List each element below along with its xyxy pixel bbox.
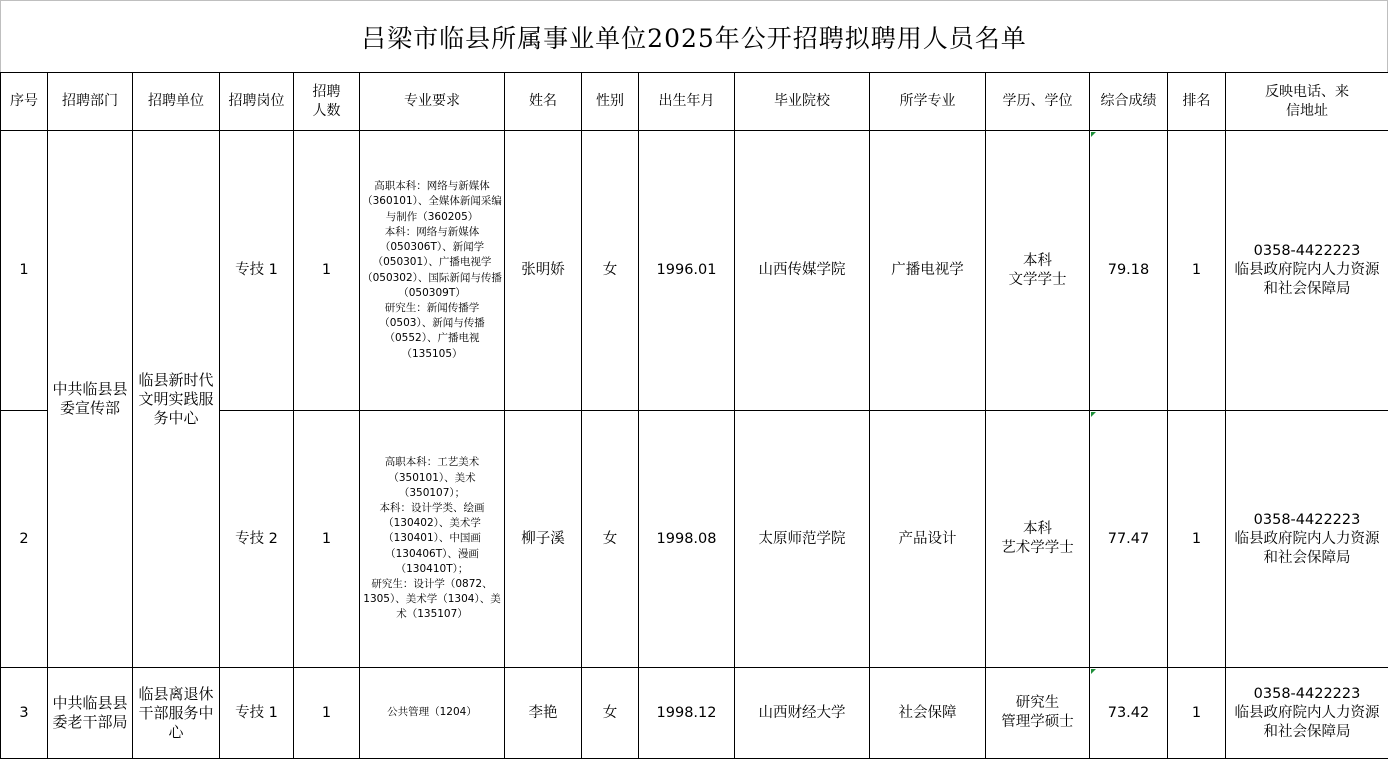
- header-gender[interactable]: 性别: [582, 73, 639, 131]
- cell-seq[interactable]: 1: [1, 131, 48, 411]
- header-school[interactable]: 毕业院校: [735, 73, 870, 131]
- header-count[interactable]: 招聘人数: [294, 73, 360, 131]
- cell-dept[interactable]: 中共临县县委宣传部: [48, 131, 133, 668]
- cell-requirement[interactable]: 高职本科：网络与新媒体（360101）、全媒体新闻采编与制作（360205） 本科：网络与新媒体（050306T）、新闻学（050301）、广播电视学（050302）、国际新闻与传播（050309T） 研究生：新闻传播学（0503）、新闻与传播（0552）、广播电视（135105）: [360, 131, 505, 411]
- cell-major[interactable]: 社会保障: [870, 668, 986, 759]
- cell-name[interactable]: 张明娇: [505, 131, 582, 411]
- cell-name[interactable]: 李艳: [505, 668, 582, 759]
- cell-school[interactable]: 山西传媒学院: [735, 131, 870, 411]
- table-row: [1, 668, 1388, 759]
- cell-score[interactable]: 77.47: [1090, 411, 1168, 668]
- cell-post[interactable]: 专技 2: [220, 411, 294, 668]
- cell-dept[interactable]: 中共临县县委老干部局: [48, 668, 133, 759]
- cell-contact[interactable]: 0358-4422223 临县政府院内人力资源和社会保障局: [1226, 411, 1388, 668]
- cell-rank[interactable]: 1: [1168, 411, 1226, 668]
- cell-degree[interactable]: 研究生 管理学硕士: [986, 668, 1090, 759]
- cell-name[interactable]: 柳子溪: [505, 411, 582, 668]
- cell-count[interactable]: 1: [294, 668, 360, 759]
- header-dept[interactable]: 招聘部门: [48, 73, 133, 131]
- cell-gender[interactable]: 女: [582, 411, 639, 668]
- cell-contact[interactable]: 0358-4422223 临县政府院内人力资源和社会保障局: [1226, 668, 1388, 759]
- cell-requirement[interactable]: 公共管理（1204）: [360, 668, 505, 759]
- header-degree[interactable]: 学历、学位: [986, 73, 1090, 131]
- cell-unit[interactable]: 临县新时代文明实践服务中心: [133, 131, 220, 668]
- header-score[interactable]: 综合成绩: [1090, 73, 1168, 131]
- header-unit[interactable]: 招聘单位: [133, 73, 220, 131]
- cell-seq[interactable]: 3: [1, 668, 48, 759]
- table-row: [1, 131, 1388, 411]
- cell-major[interactable]: 产品设计: [870, 411, 986, 668]
- cell-unit[interactable]: 临县离退休干部服务中心: [133, 668, 220, 759]
- cell-gender[interactable]: 女: [582, 668, 639, 759]
- cell-degree[interactable]: 本科 艺术学学士: [986, 411, 1090, 668]
- hiring-roster-table: [0, 72, 1388, 759]
- header-post[interactable]: 招聘岗位: [220, 73, 294, 131]
- cell-post[interactable]: 专技 1: [220, 668, 294, 759]
- cell-contact[interactable]: 0358-4422223 临县政府院内人力资源和社会保障局: [1226, 131, 1388, 411]
- cell-birth[interactable]: 1998.08: [639, 411, 735, 668]
- cell-score[interactable]: 79.18: [1090, 131, 1168, 411]
- cell-count[interactable]: 1: [294, 411, 360, 668]
- header-contact[interactable]: 反映电话、来信地址: [1226, 73, 1388, 131]
- cell-score[interactable]: 73.42: [1090, 668, 1168, 759]
- header-row: [1, 73, 1388, 131]
- cell-count[interactable]: 1: [294, 131, 360, 411]
- header-name[interactable]: 姓名: [505, 73, 582, 131]
- cell-major[interactable]: 广播电视学: [870, 131, 986, 411]
- header-birth[interactable]: 出生年月: [639, 73, 735, 131]
- document-title: 吕梁市临县所属事业单位2025年公开招聘拟聘用人员名单: [0, 0, 1388, 73]
- header-requirement[interactable]: 专业要求: [360, 73, 505, 131]
- cell-requirement[interactable]: 高职本科：工艺美术（350101）、美术（350107）； 本科：设计学类、绘画（130402）、美术学（130401）、中国画（130406T）、漫画（130410T）； 研究生：设计学（0872、1305）、美术学（1304）、美术（135107）: [360, 411, 505, 668]
- cell-birth[interactable]: 1998.12: [639, 668, 735, 759]
- cell-gender[interactable]: 女: [582, 131, 639, 411]
- header-rank[interactable]: 排名: [1168, 73, 1226, 131]
- cell-school[interactable]: 山西财经大学: [735, 668, 870, 759]
- cell-post[interactable]: 专技 1: [220, 131, 294, 411]
- cell-degree[interactable]: 本科 文学学士: [986, 131, 1090, 411]
- cell-birth[interactable]: 1996.01: [639, 131, 735, 411]
- header-seq[interactable]: 序号: [1, 73, 48, 131]
- cell-rank[interactable]: 1: [1168, 131, 1226, 411]
- cell-seq[interactable]: 2: [1, 411, 48, 668]
- cell-school[interactable]: 太原师范学院: [735, 411, 870, 668]
- cell-rank[interactable]: 1: [1168, 668, 1226, 759]
- header-major[interactable]: 所学专业: [870, 73, 986, 131]
